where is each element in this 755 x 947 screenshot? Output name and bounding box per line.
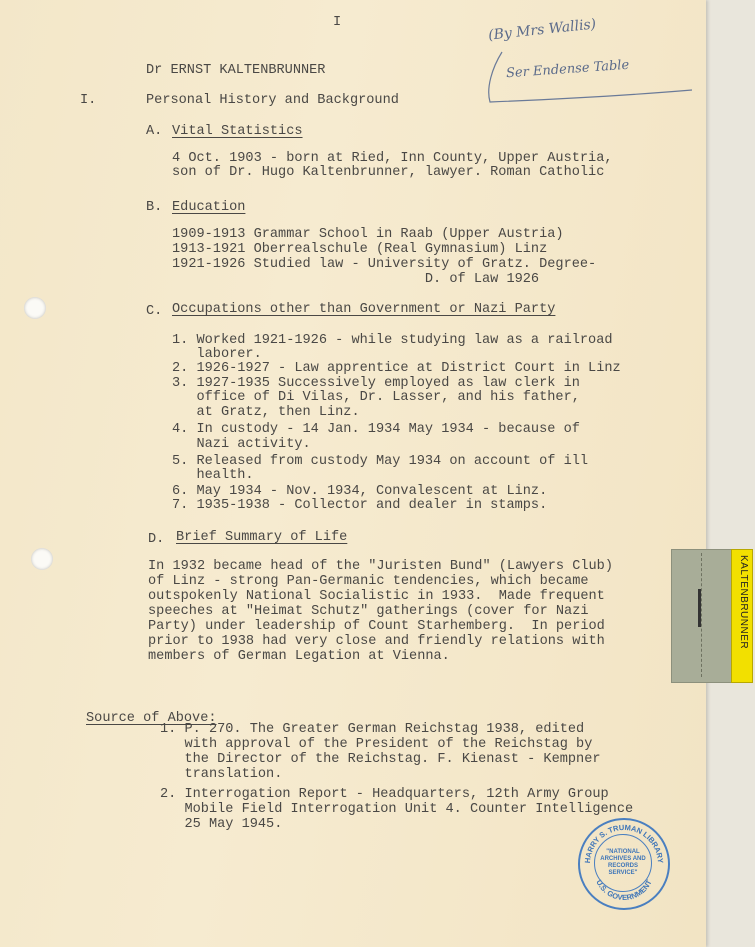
occupation-line: health.: [172, 468, 254, 483]
education-heading: Education: [172, 200, 246, 215]
folder-tab-label: KALTENBRUNNER: [738, 555, 749, 650]
punch-hole: [24, 297, 46, 319]
source-line: 25 May 1945.: [160, 817, 283, 832]
occupation-line: 3. 1927-1935 Successively employed as law clerk in: [172, 376, 580, 391]
source-line: Mobile Field Interrogation Unit 4. Counter Intelligence: [160, 802, 634, 817]
summary-line: prior to 1938 had very close and friendly relations with: [148, 634, 605, 649]
stamp-ring-text-bottom: U.S. GOVERNMENT: [594, 878, 654, 903]
occupation-line: 2. 1926-1927 - Law apprentice at District Court in Linz: [172, 361, 621, 376]
occupation-line: Nazi activity.: [172, 437, 311, 452]
source-line: 2. Interrogation Report - Headquarters, 12th Army Group: [160, 787, 609, 802]
section-title: Personal History and Background: [146, 93, 399, 108]
handwritten-note-2: Ser Endense Table: [505, 57, 630, 82]
occupation-line: 6. May 1934 - Nov. 1934, Convalescent at Linz.: [172, 484, 548, 499]
summary-line: speeches at "Heimat Schutz" gatherings (cover for Nazi: [148, 604, 589, 619]
education-line: 1921-1926 Studied law - University of Gratz. Degree-: [172, 257, 597, 272]
summary-heading: Brief Summary of Life: [176, 530, 348, 545]
page-number: I: [333, 15, 342, 30]
summary-line: members of German Legation at Vienna.: [148, 649, 450, 664]
summary-line: Party) under leadership of Count Starhemberg. In period: [148, 619, 605, 634]
occupation-line: 7. 1935-1938 - Collector and dealer in stamps.: [172, 498, 548, 513]
source-line: 1. P. 270. The Greater German Reichstag 1938, edited: [160, 722, 585, 737]
occupations-heading-prefix: C.: [146, 304, 163, 319]
summary-line: outspokenly National Socialistic in 1933. Made frequent: [148, 589, 605, 604]
subject-name: Dr ERNST KALTENBRUNNER: [146, 63, 326, 78]
education-heading-prefix: B.: [146, 200, 163, 215]
summary-line: In 1932 became head of the "Juristen Bund" (Lawyers Club): [148, 559, 613, 574]
occupation-line: 1. Worked 1921-1926 - while studying law as a railroad: [172, 333, 613, 348]
stamp-center-text: "NATIONAL ARCHIVES AND RECORDS SERVICE": [600, 849, 646, 876]
education-line: 1909-1913 Grammar School in Raab (Upper Austria): [172, 227, 564, 242]
vital-line: son of Dr. Hugo Kaltenbrunner, lawyer. Roman Catholic: [172, 165, 605, 180]
occupations-heading: Occupations other than Government or Nazi Party: [172, 302, 556, 317]
summary-heading-prefix: D.: [148, 532, 165, 547]
occupation-line: office of Di Vilas, Dr. Lasser, and his father,: [172, 390, 580, 405]
occupation-line: 4. In custody - 14 Jan. 1934 May 1934 - because of: [172, 422, 580, 437]
punch-hole: [31, 548, 53, 570]
occupation-line: at Gratz, then Linz.: [172, 405, 360, 420]
occupation-line: laborer.: [172, 347, 262, 362]
tab-stitch: [701, 553, 703, 677]
vital-heading-prefix: A.: [146, 124, 163, 139]
stamp-center: [594, 834, 652, 892]
vital-line: 4 Oct. 1903 - born at Ried, Inn County, Upper Austria,: [172, 151, 613, 166]
education-line: D. of Law 1926: [172, 272, 540, 287]
source-line: with approval of the President of the Reichstag by: [160, 737, 593, 752]
handwritten-note-1: (By Mrs Wallis): [487, 16, 597, 44]
section-numeral: I.: [80, 93, 97, 108]
source-line: the Director of the Reichstag. F. Kienast - Kempner: [160, 752, 601, 767]
stamp-ring-text: HARRY S. TRUMAN LIBRARY: [582, 822, 666, 864]
vital-heading: Vital Statistics: [172, 124, 303, 139]
occupation-line: 5. Released from custody May 1934 on account of ill: [172, 454, 589, 469]
archive-stamp: [578, 818, 670, 910]
handwritten-bracket: [480, 48, 695, 108]
source-heading: Source of Above:: [86, 711, 217, 726]
folder-tab: [671, 549, 755, 681]
summary-line: of Linz - strong Pan-Germanic tendencies, which became: [148, 574, 589, 589]
education-line: 1913-1921 Oberrealschule (Real Gymnasium) Linz: [172, 242, 548, 257]
source-line: translation.: [160, 767, 283, 782]
staple: [698, 589, 701, 627]
